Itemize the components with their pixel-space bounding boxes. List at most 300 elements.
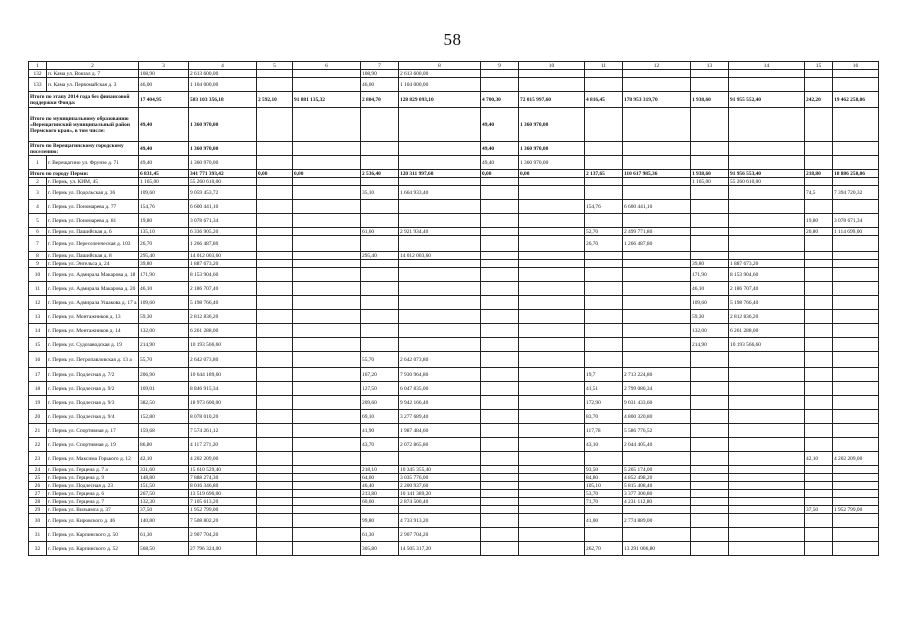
table-cell [293, 108, 361, 142]
table-cell [257, 70, 293, 78]
table-cell [481, 382, 519, 396]
table-cell [691, 542, 729, 556]
table-row [29, 352, 879, 368]
table-cell [481, 396, 519, 410]
row-number: 1 [29, 156, 47, 170]
table-cell [293, 214, 361, 228]
table-cell: 128 829 093,10 [399, 92, 481, 108]
table-cell: 72 015 997,60 [519, 92, 585, 108]
table-cell [257, 236, 293, 252]
table-cell [257, 410, 293, 424]
table-cell [585, 324, 623, 338]
table-cell [519, 282, 585, 296]
table-cell: 178 953 319,70 [623, 92, 691, 108]
table-cell [729, 236, 805, 252]
table-cell: 84,80 [585, 474, 623, 482]
table-cell [623, 186, 691, 200]
table-row [29, 542, 879, 556]
table-cell [833, 466, 879, 474]
table-cell [481, 324, 519, 338]
table-cell [293, 382, 361, 396]
table-cell [585, 282, 623, 296]
table-cell [257, 108, 293, 142]
table-cell: 55,70 [139, 352, 189, 368]
table-cell: 61,30 [361, 528, 399, 542]
table-cell [481, 78, 519, 92]
table-cell: 2 137,65 [585, 170, 623, 178]
table-row [29, 474, 879, 482]
table-cell: 135,10 [139, 228, 189, 236]
table-cell: 568,50 [139, 542, 189, 556]
table-cell [729, 452, 805, 466]
table-cell: 109,60 [139, 296, 189, 310]
table-cell [481, 214, 519, 228]
table-cell [805, 482, 833, 490]
table-cell: 8 016 346,80 [189, 482, 257, 490]
table-row [29, 382, 879, 396]
table-cell [257, 156, 293, 170]
table-cell [519, 452, 585, 466]
table-cell [729, 498, 805, 506]
table-cell [729, 506, 805, 514]
table-cell [293, 186, 361, 200]
row-number: 133 [29, 78, 47, 92]
table-row [29, 338, 879, 352]
table-cell [729, 156, 805, 170]
table-cell [623, 324, 691, 338]
table-cell: 109,60 [691, 296, 729, 310]
table-cell: 305,80 [361, 542, 399, 556]
table-cell [481, 282, 519, 296]
table-cell [833, 268, 879, 282]
table-cell: 110 617 985,36 [623, 170, 691, 178]
table-cell [623, 252, 691, 260]
table-cell: 167,20 [361, 368, 399, 382]
table-cell [481, 498, 519, 506]
address-cell: г. Пермь ул. Монтажников д. 14 [47, 324, 139, 338]
table-cell: 331,60 [139, 466, 189, 474]
table-cell [729, 424, 805, 438]
table-cell [729, 214, 805, 228]
table-cell [481, 542, 519, 556]
table-cell: 2 536,40 [361, 170, 399, 178]
table-cell: 171,90 [139, 268, 189, 282]
table-cell [293, 228, 361, 236]
table-cell [623, 178, 691, 186]
table-cell [361, 268, 399, 282]
table-cell [257, 542, 293, 556]
table-cell [585, 296, 623, 310]
table-cell [257, 466, 293, 474]
table-cell [361, 296, 399, 310]
table-cell: 1 360 970,00 [519, 156, 585, 170]
table-cell: 46,10 [139, 282, 189, 296]
table-cell [481, 506, 519, 514]
table-cell: 9 942 166,40 [399, 396, 481, 410]
table-cell: 209,60 [361, 396, 399, 410]
table-cell: 127,50 [361, 382, 399, 396]
table-cell [623, 142, 691, 156]
table-cell [519, 310, 585, 324]
table-cell [833, 108, 879, 142]
table-cell [519, 490, 585, 498]
table-cell: 341 771 393,42 [189, 170, 257, 178]
table-cell [833, 142, 879, 156]
row-number: 22 [29, 438, 47, 452]
table-cell [729, 142, 805, 156]
table-cell: 10 644 189,60 [189, 368, 257, 382]
address-cell: г. Пермь ул. Герцена д. 6 [47, 490, 139, 498]
table-cell: 60,60 [361, 498, 399, 506]
table-cell: 1 360 970,00 [189, 142, 257, 156]
table-cell: 132,00 [691, 324, 729, 338]
table-cell [519, 78, 585, 92]
table-cell: 2 044 405,40 [623, 438, 691, 452]
table-cell [623, 156, 691, 170]
table-cell: 1 938,60 [691, 92, 729, 108]
table-cell [729, 352, 805, 368]
table-cell: 18 886 258,06 [833, 170, 879, 178]
address-cell: г. Пермь, ул. КИМ, 45 [47, 178, 139, 186]
table-cell: 1 987 484,60 [399, 424, 481, 438]
table-cell [833, 178, 879, 186]
table-cell: 2 921 934,40 [399, 228, 481, 236]
table-row [29, 228, 879, 236]
table-cell [729, 528, 805, 542]
table-cell [585, 156, 623, 170]
table-cell: 3 078 671,34 [833, 214, 879, 228]
table-cell [293, 482, 361, 490]
table-cell [691, 236, 729, 252]
table-cell [805, 368, 833, 382]
table-row [29, 368, 879, 382]
table-cell [805, 108, 833, 142]
address-cell: г. Пермь ул. Петропавловская д. 13 а [47, 352, 139, 368]
table-cell [361, 310, 399, 324]
table-cell: 59,30 [139, 310, 189, 324]
table-cell [691, 424, 729, 438]
table-cell [399, 506, 481, 514]
table-cell: 2 799 080,34 [623, 382, 691, 396]
table-cell: 49,40 [481, 156, 519, 170]
row-number: 24 [29, 466, 47, 474]
table-cell: 10 345 355,40 [399, 466, 481, 474]
table-cell: 2 499 771,80 [623, 228, 691, 236]
table-cell: 2 907 704,20 [399, 528, 481, 542]
table-cell [399, 156, 481, 170]
table-cell: 1 360 970,00 [519, 142, 585, 156]
table-cell: 61,30 [139, 528, 189, 542]
table-cell [623, 452, 691, 466]
table-cell: 2 642 073,80 [189, 352, 257, 368]
table-cell [833, 482, 879, 490]
address-cell: г. Пермь ул. Подлесная д. 9/4 [47, 410, 139, 424]
table-cell [519, 352, 585, 368]
table-cell: 2 774 889,00 [623, 514, 691, 528]
table-cell [585, 528, 623, 542]
table-cell [519, 268, 585, 282]
table-cell [691, 156, 729, 170]
table-cell: 10 141 389,20 [399, 490, 481, 498]
table-cell: 46,40 [361, 482, 399, 490]
table-cell: 4 117 271,20 [189, 438, 257, 452]
table-cell [519, 368, 585, 382]
table-cell [805, 498, 833, 506]
table-cell: 218,10 [361, 466, 399, 474]
table-cell: 19,80 [805, 214, 833, 228]
table-cell [833, 368, 879, 382]
table-cell [585, 506, 623, 514]
table-cell: 3 277 689,40 [399, 410, 481, 424]
table-cell [519, 214, 585, 228]
table-cell: 6 261 288,00 [729, 324, 805, 338]
row-number: 31 [29, 528, 47, 542]
table-cell [481, 474, 519, 482]
table-cell [361, 178, 399, 186]
table-row [29, 156, 879, 170]
table-cell: 120 311 997,60 [399, 170, 481, 178]
table-cell: 172,90 [585, 396, 623, 410]
table-cell: 117,78 [585, 424, 623, 438]
table-row [29, 236, 879, 252]
table-cell [293, 438, 361, 452]
table-cell [585, 178, 623, 186]
table-cell [833, 382, 879, 396]
table-cell: 4 700,30 [481, 92, 519, 108]
table-cell [293, 424, 361, 438]
table-row [29, 310, 879, 324]
row-number: 12 [29, 296, 47, 310]
table-cell: 0,00 [481, 170, 519, 178]
row-number: 32 [29, 542, 47, 556]
table-cell [293, 490, 361, 498]
table-cell [729, 368, 805, 382]
table-cell: 1 360 970,00 [189, 156, 257, 170]
table-cell [729, 466, 805, 474]
column-number: 15 [805, 62, 833, 70]
table-cell: 59,30 [691, 310, 729, 324]
table-cell: 9 031 433,60 [623, 396, 691, 410]
table-cell [399, 296, 481, 310]
table-cell: 71,70 [585, 498, 623, 506]
table-cell [399, 178, 481, 186]
table-cell [833, 282, 879, 296]
table-cell [729, 490, 805, 498]
address-cell: г. Пермь ул. Герцена д. 9 [47, 474, 139, 482]
table-cell [519, 382, 585, 396]
table-cell: 267,50 [139, 490, 189, 498]
table-cell: 132,30 [139, 498, 189, 506]
table-cell: 108,90 [361, 70, 399, 78]
table-cell: 7 930 964,80 [399, 368, 481, 382]
row-number: 5 [29, 214, 47, 228]
table-cell: 169,01 [139, 382, 189, 396]
table-cell [623, 70, 691, 78]
table-cell [257, 352, 293, 368]
table-cell [293, 70, 361, 78]
table-cell [481, 178, 519, 186]
row-number: 3 [29, 186, 47, 200]
table-cell [293, 324, 361, 338]
table-cell [623, 268, 691, 282]
address-cell: г. Пермь ул. Карпинского д. 50 [47, 528, 139, 542]
table-cell [805, 78, 833, 92]
table-cell [399, 142, 481, 156]
table-cell: 1 114 699,00 [833, 228, 879, 236]
table-cell [805, 236, 833, 252]
table-cell [833, 252, 879, 260]
table-cell [805, 268, 833, 282]
table-total-row [29, 92, 879, 108]
table-cell: 206,90 [139, 368, 189, 382]
table-cell [833, 498, 879, 506]
table-cell [691, 352, 729, 368]
table-cell: 214,90 [691, 338, 729, 352]
table-cell: 7 508 802,20 [189, 514, 257, 528]
table-cell [691, 498, 729, 506]
table-cell: 295,40 [139, 252, 189, 260]
table-cell [293, 178, 361, 186]
address-cell: г. Пермь ул. Пономарева д. 77 [47, 200, 139, 214]
table-cell: 218,80 [805, 170, 833, 178]
table-cell [691, 142, 729, 156]
table-cell: 49,40 [481, 108, 519, 142]
row-number: 18 [29, 382, 47, 396]
address-cell: г. Пермь ул. Герцена д. 7 а [47, 466, 139, 474]
table-cell [519, 474, 585, 482]
column-number: 12 [623, 62, 691, 70]
table-cell [519, 228, 585, 236]
table-cell [257, 178, 293, 186]
table-row [29, 186, 879, 200]
table-cell [833, 396, 879, 410]
table-cell: 6 336 905,20 [189, 228, 257, 236]
table-cell [293, 396, 361, 410]
table-cell [833, 352, 879, 368]
table-cell [623, 528, 691, 542]
table-cell: 49,40 [481, 142, 519, 156]
table-cell [481, 200, 519, 214]
table-cell: 42,10 [139, 452, 189, 466]
table-cell [361, 108, 399, 142]
table-cell [805, 142, 833, 156]
table-cell: 19,80 [139, 214, 189, 228]
table-cell: 1 165,00 [691, 178, 729, 186]
table-cell: 2 907 704,20 [189, 528, 257, 542]
table-cell [519, 324, 585, 338]
total-label: Итого по Верещагинскому городскому поселению: [29, 142, 139, 156]
table-cell: 43,70 [361, 438, 399, 452]
table-cell [361, 236, 399, 252]
table-cell: 2 812 836,20 [729, 310, 805, 324]
address-cell: г. Пермь ул. Пономарева д. 81 [47, 214, 139, 228]
table-cell [805, 310, 833, 324]
table-cell [833, 474, 879, 482]
table-cell: 6 600 441,10 [189, 200, 257, 214]
table-cell [293, 296, 361, 310]
table-cell: 1 938,60 [691, 170, 729, 178]
table-cell [623, 338, 691, 352]
table-cell: 0,00 [257, 170, 293, 178]
column-number: 9 [481, 62, 519, 70]
table-cell: 5 815 408,40 [623, 482, 691, 490]
table-cell [257, 324, 293, 338]
table-cell: 171,90 [691, 268, 729, 282]
table-cell: 583 103 356,18 [189, 92, 257, 108]
table-cell [257, 296, 293, 310]
table-cell [519, 410, 585, 424]
table-row [29, 424, 879, 438]
row-number: 9 [29, 260, 47, 268]
table-cell: 41,00 [585, 514, 623, 528]
table-row [29, 252, 879, 260]
table-cell [257, 528, 293, 542]
table-cell [691, 528, 729, 542]
total-label: Итого по муниципальному образованию «Верещагинский муниципальный район Пермского края», в том числе: [29, 108, 139, 142]
table-cell [833, 424, 879, 438]
table-cell: 5 198 766,40 [729, 296, 805, 310]
table-cell [293, 310, 361, 324]
table-row [29, 260, 879, 268]
table-cell [833, 260, 879, 268]
column-number: 13 [691, 62, 729, 70]
table-cell [833, 338, 879, 352]
table-cell [257, 490, 293, 498]
table-cell: 14 012 003,60 [189, 252, 257, 260]
table-cell [805, 438, 833, 452]
table-cell [691, 466, 729, 474]
table-cell: 53,70 [585, 490, 623, 498]
table-cell [623, 214, 691, 228]
table-row [29, 410, 879, 424]
row-number: 132 [29, 70, 47, 78]
table-cell [585, 108, 623, 142]
table-cell: 41,51 [585, 382, 623, 396]
row-number: 2 [29, 178, 47, 186]
table-row [29, 178, 879, 186]
table-cell [257, 78, 293, 92]
table-cell: 1 266 487,80 [189, 236, 257, 252]
table-cell [481, 452, 519, 466]
table-cell [729, 186, 805, 200]
table-cell: 2 874 500,40 [399, 498, 481, 506]
table-cell [519, 296, 585, 310]
table-cell: 26,70 [139, 236, 189, 252]
table-row [29, 466, 879, 474]
table-cell [833, 514, 879, 528]
table-cell: 4 816,45 [585, 92, 623, 108]
table-cell [805, 410, 833, 424]
table-cell [691, 482, 729, 490]
table-cell [623, 310, 691, 324]
table-cell: 20,80 [805, 228, 833, 236]
total-label: Итого по этапу 2014 года без финансовой поддержки Фонда: [29, 92, 139, 108]
table-row [29, 528, 879, 542]
table-cell [519, 236, 585, 252]
table-cell [399, 200, 481, 214]
table-row [29, 268, 879, 282]
table-cell [481, 438, 519, 452]
table-cell [293, 268, 361, 282]
table-cell [257, 514, 293, 528]
table-cell [293, 236, 361, 252]
table-cell [293, 338, 361, 352]
table-cell [257, 396, 293, 410]
table-row [29, 482, 879, 490]
table-cell [257, 186, 293, 200]
address-cell: г. Пермь ул. Подлесная д. 9/3 [47, 396, 139, 410]
table-cell [293, 498, 361, 506]
